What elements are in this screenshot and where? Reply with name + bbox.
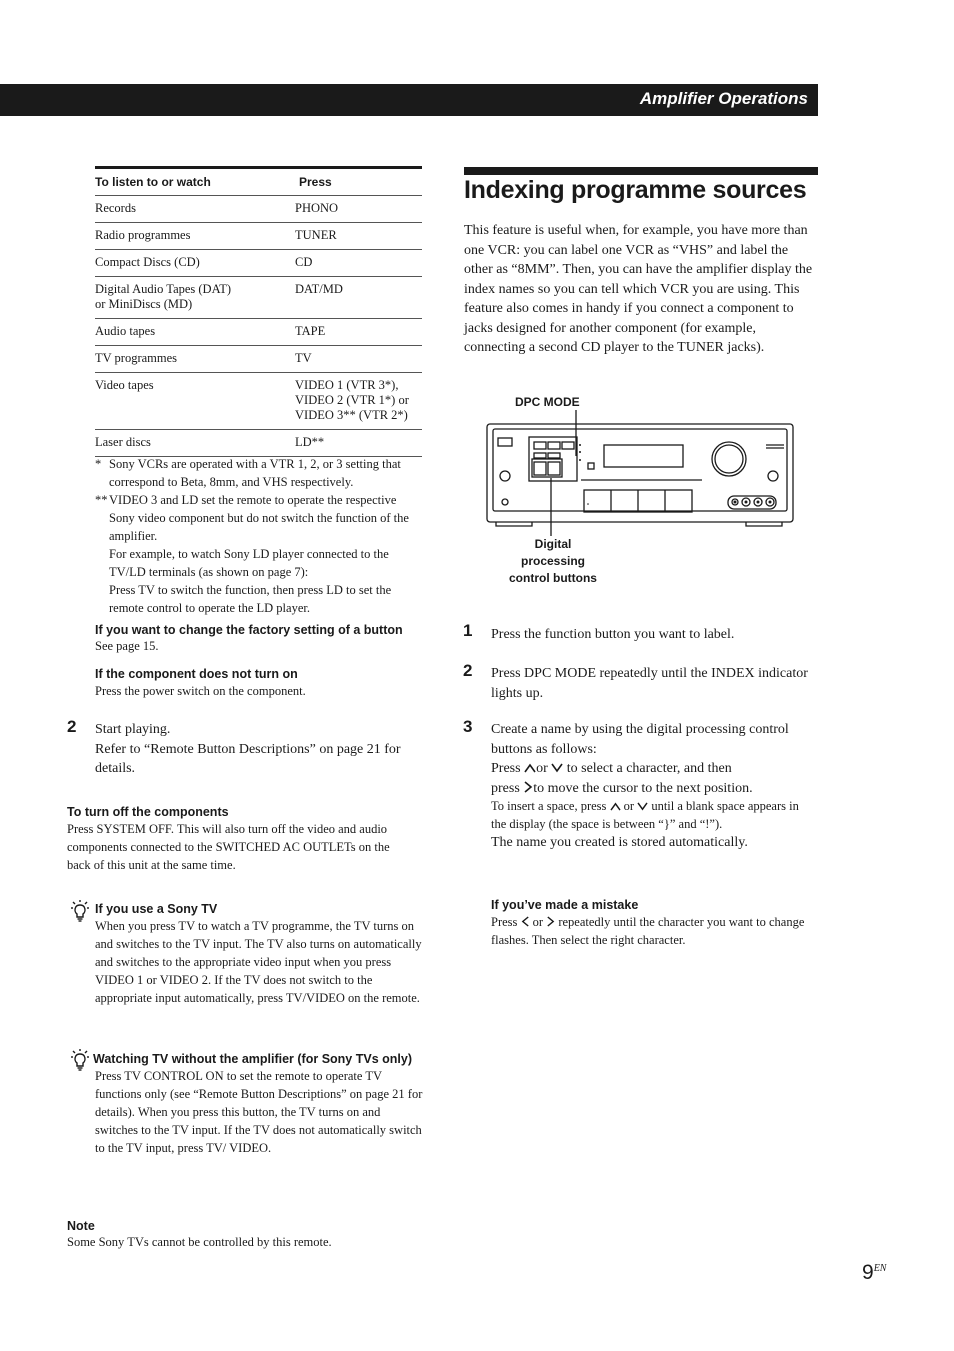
tip-icon bbox=[70, 1049, 90, 1076]
page-number bbox=[862, 1261, 886, 1285]
tip-icon bbox=[70, 900, 90, 927]
header-bar bbox=[0, 84, 818, 116]
section-rule bbox=[464, 167, 818, 175]
table-cell: Audio tapes bbox=[95, 324, 156, 338]
press-word: Press bbox=[491, 915, 518, 929]
mistake-body: repeatedly until the character you want to change flashes. Then select the right character. bbox=[491, 915, 805, 947]
table-cell: TAPE bbox=[295, 324, 326, 338]
table-header-cell: To listen to or watch bbox=[95, 175, 211, 189]
note-title: Note bbox=[67, 1219, 95, 1233]
down-arrow-icon bbox=[551, 763, 563, 773]
step-3-insert bbox=[491, 798, 811, 833]
turnoff-title: To turn off the components bbox=[67, 805, 229, 819]
table-cell: TV bbox=[295, 351, 312, 365]
footnote-text: Press TV to switch the function, then press LD to set the remote control to operate the LD player. bbox=[109, 583, 392, 615]
step-2-line2: Refer to “Remote Button Descriptions” on page 21 for details. bbox=[95, 741, 401, 776]
tip-sony-tv bbox=[95, 902, 425, 1007]
footnote bbox=[95, 491, 420, 617]
press-word: Press bbox=[491, 761, 521, 776]
step-2-line1: Start playing. bbox=[95, 722, 171, 737]
table-cell: DAT/MD bbox=[295, 282, 343, 296]
table-row bbox=[95, 346, 422, 373]
right-arrow-icon bbox=[523, 781, 533, 793]
noturnon-note bbox=[95, 667, 425, 700]
footnote-mark: * bbox=[95, 457, 102, 471]
table-cell: PHONO bbox=[295, 201, 339, 215]
footnote-mark: ** bbox=[95, 493, 108, 507]
insert-text: until a blank space appears in the display (the space is between “}” and “!”). bbox=[491, 799, 799, 831]
table-row bbox=[95, 223, 422, 250]
tip-text: When you press TV to watch a TV programme, the TV turns on and switches to the TV input. The TV also turns on automatically and switches to the appropriate video input when you press VIDEO 1 or VIDEO 2. If the TV does not switch to the appropriate input automatically, press TV/VIDEO on the remote. bbox=[95, 919, 422, 1005]
dpc-buttons-label: Digital processing control buttons bbox=[509, 537, 597, 585]
amplifier-front-panel bbox=[484, 408, 796, 536]
move-text: to move the cursor to the next position. bbox=[533, 780, 753, 796]
table-header-row bbox=[95, 169, 422, 196]
tip-title: If you use a Sony TV bbox=[95, 902, 218, 916]
step-1-text: Press the function button you want to label. bbox=[491, 627, 735, 642]
table-cell: TV programmes bbox=[95, 351, 178, 365]
table-row bbox=[95, 196, 422, 223]
step-3-move bbox=[491, 779, 811, 799]
tip-watching-tv bbox=[93, 1052, 425, 1157]
step-2-text: Press DPC MODE repeatedly until the INDEX indicator lights up. bbox=[491, 666, 808, 701]
mistake-title: If you’ve made a mistake bbox=[491, 898, 639, 912]
table-row bbox=[95, 250, 422, 277]
tip-title: Watching TV without the amplifier (for Sony TVs only) bbox=[93, 1052, 412, 1066]
step-3-select bbox=[491, 759, 811, 779]
table-cell: TUNER bbox=[295, 228, 337, 242]
table-cell: Digital Audio Tapes (DAT) or MiniDiscs (MD) bbox=[95, 282, 232, 311]
table-row bbox=[95, 430, 422, 457]
step-number: 3 bbox=[463, 717, 473, 736]
turnoff-text: Press SYSTEM OFF. This will also turn off the video and audio components connected to the SWITCHED AC OUTLETs on the back of this unit at the same time. bbox=[67, 822, 390, 872]
footnotes bbox=[95, 455, 420, 617]
section-title: Indexing programme sources bbox=[464, 176, 807, 204]
up-arrow-icon bbox=[524, 763, 536, 773]
right-arrow-icon bbox=[546, 916, 555, 927]
table-cell: CD bbox=[295, 255, 313, 269]
select-text: to select a character, and then bbox=[566, 761, 732, 776]
table-row bbox=[95, 277, 422, 319]
step-3-text: Create a name by using the digital processing control buttons as follows: bbox=[491, 722, 789, 757]
factory-title: If you want to change the factory setting of a button bbox=[95, 623, 403, 637]
step-number: 2 bbox=[67, 717, 77, 736]
table-cell: VIDEO 1 (VTR 3*), VIDEO 2 (VTR 1*) or VIDEO 3** (VTR 2*) bbox=[295, 378, 409, 422]
section-intro: This feature is useful when, for example, you have more than one VCR: you can label one VCR as “VHS” and label the other as “8MM”. Then, you can have the amplifier display the index names so you can tell which VCR you are using. This feature also comes in handy if you connect a component to jacks designed for another component (for example, connecting a second CD player to the TUNER jacks). bbox=[464, 223, 813, 355]
page-number-suffix: EN bbox=[873, 1263, 887, 1274]
header-title: Amplifier Operations bbox=[639, 89, 808, 108]
dpc-mode-label: DPC MODE bbox=[515, 395, 580, 409]
table-cell: Records bbox=[95, 201, 136, 215]
or-word: or bbox=[536, 761, 548, 776]
insert-text: To insert a space, press bbox=[491, 799, 607, 813]
turnoff-section bbox=[67, 805, 407, 874]
table-cell: LD** bbox=[295, 435, 325, 449]
table-header-cell: Press bbox=[299, 175, 332, 189]
or-word: or bbox=[532, 915, 544, 929]
footnote-text: Sony VCRs are operated with a VTR 1, 2, or 3 setting that correspond to Beta, 8mm, and VHS respectively. bbox=[109, 457, 401, 489]
mistake-text bbox=[491, 913, 811, 949]
factory-note bbox=[95, 623, 425, 655]
step-number: 1 bbox=[463, 621, 473, 640]
table-row bbox=[95, 373, 422, 430]
factory-text: See page 15. bbox=[95, 639, 159, 653]
footnote-text: For example, to watch Sony LD player connected to the TV/LD terminals (as shown on page 7): bbox=[109, 547, 389, 579]
or-word: or bbox=[623, 799, 635, 813]
down-arrow-icon bbox=[637, 802, 648, 811]
footnote bbox=[95, 455, 420, 491]
step-3-stored: The name you created is stored automatically. bbox=[491, 835, 748, 850]
mistake-section bbox=[491, 898, 811, 949]
step-3-block bbox=[491, 720, 811, 853]
step-number: 2 bbox=[463, 661, 473, 680]
table-cell: Compact Discs (CD) bbox=[95, 255, 200, 269]
left-arrow-icon bbox=[521, 916, 530, 927]
page-number-value: 9 bbox=[862, 1261, 874, 1284]
press-word: press bbox=[491, 780, 520, 796]
step-2-text bbox=[95, 720, 425, 779]
up-arrow-icon bbox=[610, 802, 621, 811]
noturnon-text: Press the power switch on the component. bbox=[95, 684, 306, 698]
listen-table bbox=[95, 166, 422, 457]
noturnon-title: If the component does not turn on bbox=[95, 667, 298, 681]
footnote-text: VIDEO 3 and LD set the remote to operate the respective Sony video component but do not switch the function of the amplifier. bbox=[109, 493, 409, 543]
table-row bbox=[95, 319, 422, 346]
note-section bbox=[67, 1219, 407, 1251]
table-cell: Laser discs bbox=[95, 435, 151, 449]
table-cell: Radio programmes bbox=[95, 228, 191, 242]
note-text: Some Sony TVs cannot be controlled by this remote. bbox=[67, 1235, 332, 1249]
tip-text: Press TV CONTROL ON to set the remote to operate TV functions only (see “Remote Button Descriptions” on page 21 for details). When you press this button, the TV turns on and switches to the TV input. If the TV does not automatically switch to the TV input, press TV/ VIDEO. bbox=[95, 1069, 423, 1155]
table-cell: Video tapes bbox=[95, 378, 154, 392]
